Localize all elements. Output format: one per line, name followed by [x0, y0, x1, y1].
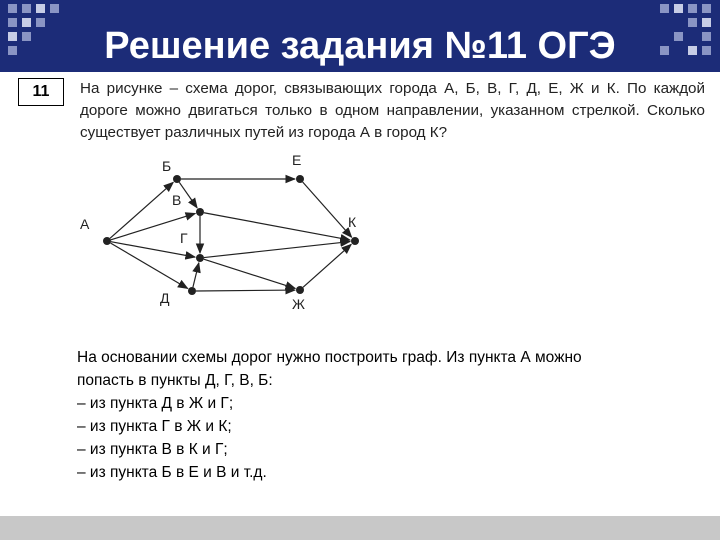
node-label-A: А [80, 216, 90, 232]
slide-footer-bar [0, 516, 720, 540]
decor-square [36, 4, 45, 13]
task-number-box: 11 [18, 78, 64, 106]
task-statement: На рисунке – схема дорог, связывающих города А, Б, В, Г, Д, Е, Ж и К. По каждой дороге можно двигаться только в одном направлении, указанном стрелкой. Сколько существует различных путей из города А в город К? [80, 80, 705, 141]
edge-B-V [179, 182, 197, 208]
road-graph [70, 145, 390, 315]
edge-D-G [193, 263, 199, 287]
decor-square [50, 4, 59, 13]
node-label-E: Е [292, 152, 302, 168]
decor-square [674, 4, 683, 13]
node-label-B: Б [162, 158, 172, 174]
solution-line: – из пункта В в К и Г; [77, 441, 228, 458]
slide-title: Решение задания №11 ОГЭ [104, 25, 616, 67]
solution-line: – из пункта Д в Ж и Г; [77, 395, 234, 412]
edge-G-K [204, 242, 350, 258]
edge-D-Zh [196, 290, 295, 291]
slide-header [0, 0, 720, 72]
edge-V-K [204, 213, 350, 240]
node-A [103, 237, 111, 245]
edge-E-K [303, 182, 352, 237]
node-V [196, 208, 204, 216]
edge-Zh-K [303, 244, 351, 287]
solution-line: – из пункта Б в Е и В и т.д. [77, 464, 267, 481]
node-E [296, 175, 304, 183]
decor-square [688, 4, 697, 13]
node-K [351, 237, 359, 245]
node-B [173, 175, 181, 183]
decor-square [702, 4, 711, 13]
edge-G-Zh [204, 259, 295, 288]
node-label-D: Д [160, 290, 170, 306]
edge-A-D [110, 243, 187, 288]
node-label-G: Г [180, 230, 188, 246]
node-G [196, 254, 204, 262]
decor-square [8, 4, 17, 13]
node-D [188, 287, 196, 295]
node-Zh [296, 286, 304, 294]
decor-square [660, 4, 669, 13]
graph-labels [80, 152, 357, 312]
decor-square [22, 4, 31, 13]
graph-edges [110, 179, 352, 291]
node-label-V: В [172, 192, 182, 208]
solution-line: – из пункта Г в Ж и К; [77, 418, 232, 435]
solution-text [77, 346, 697, 484]
solution-line: На основании схемы дорог нужно построить граф. Из пункта А можно [77, 349, 582, 366]
solution-line: попасть в пункты Д, Г, В, Б: [77, 372, 273, 389]
node-label-Zh: Ж [292, 296, 305, 312]
node-label-K: К [348, 214, 357, 230]
